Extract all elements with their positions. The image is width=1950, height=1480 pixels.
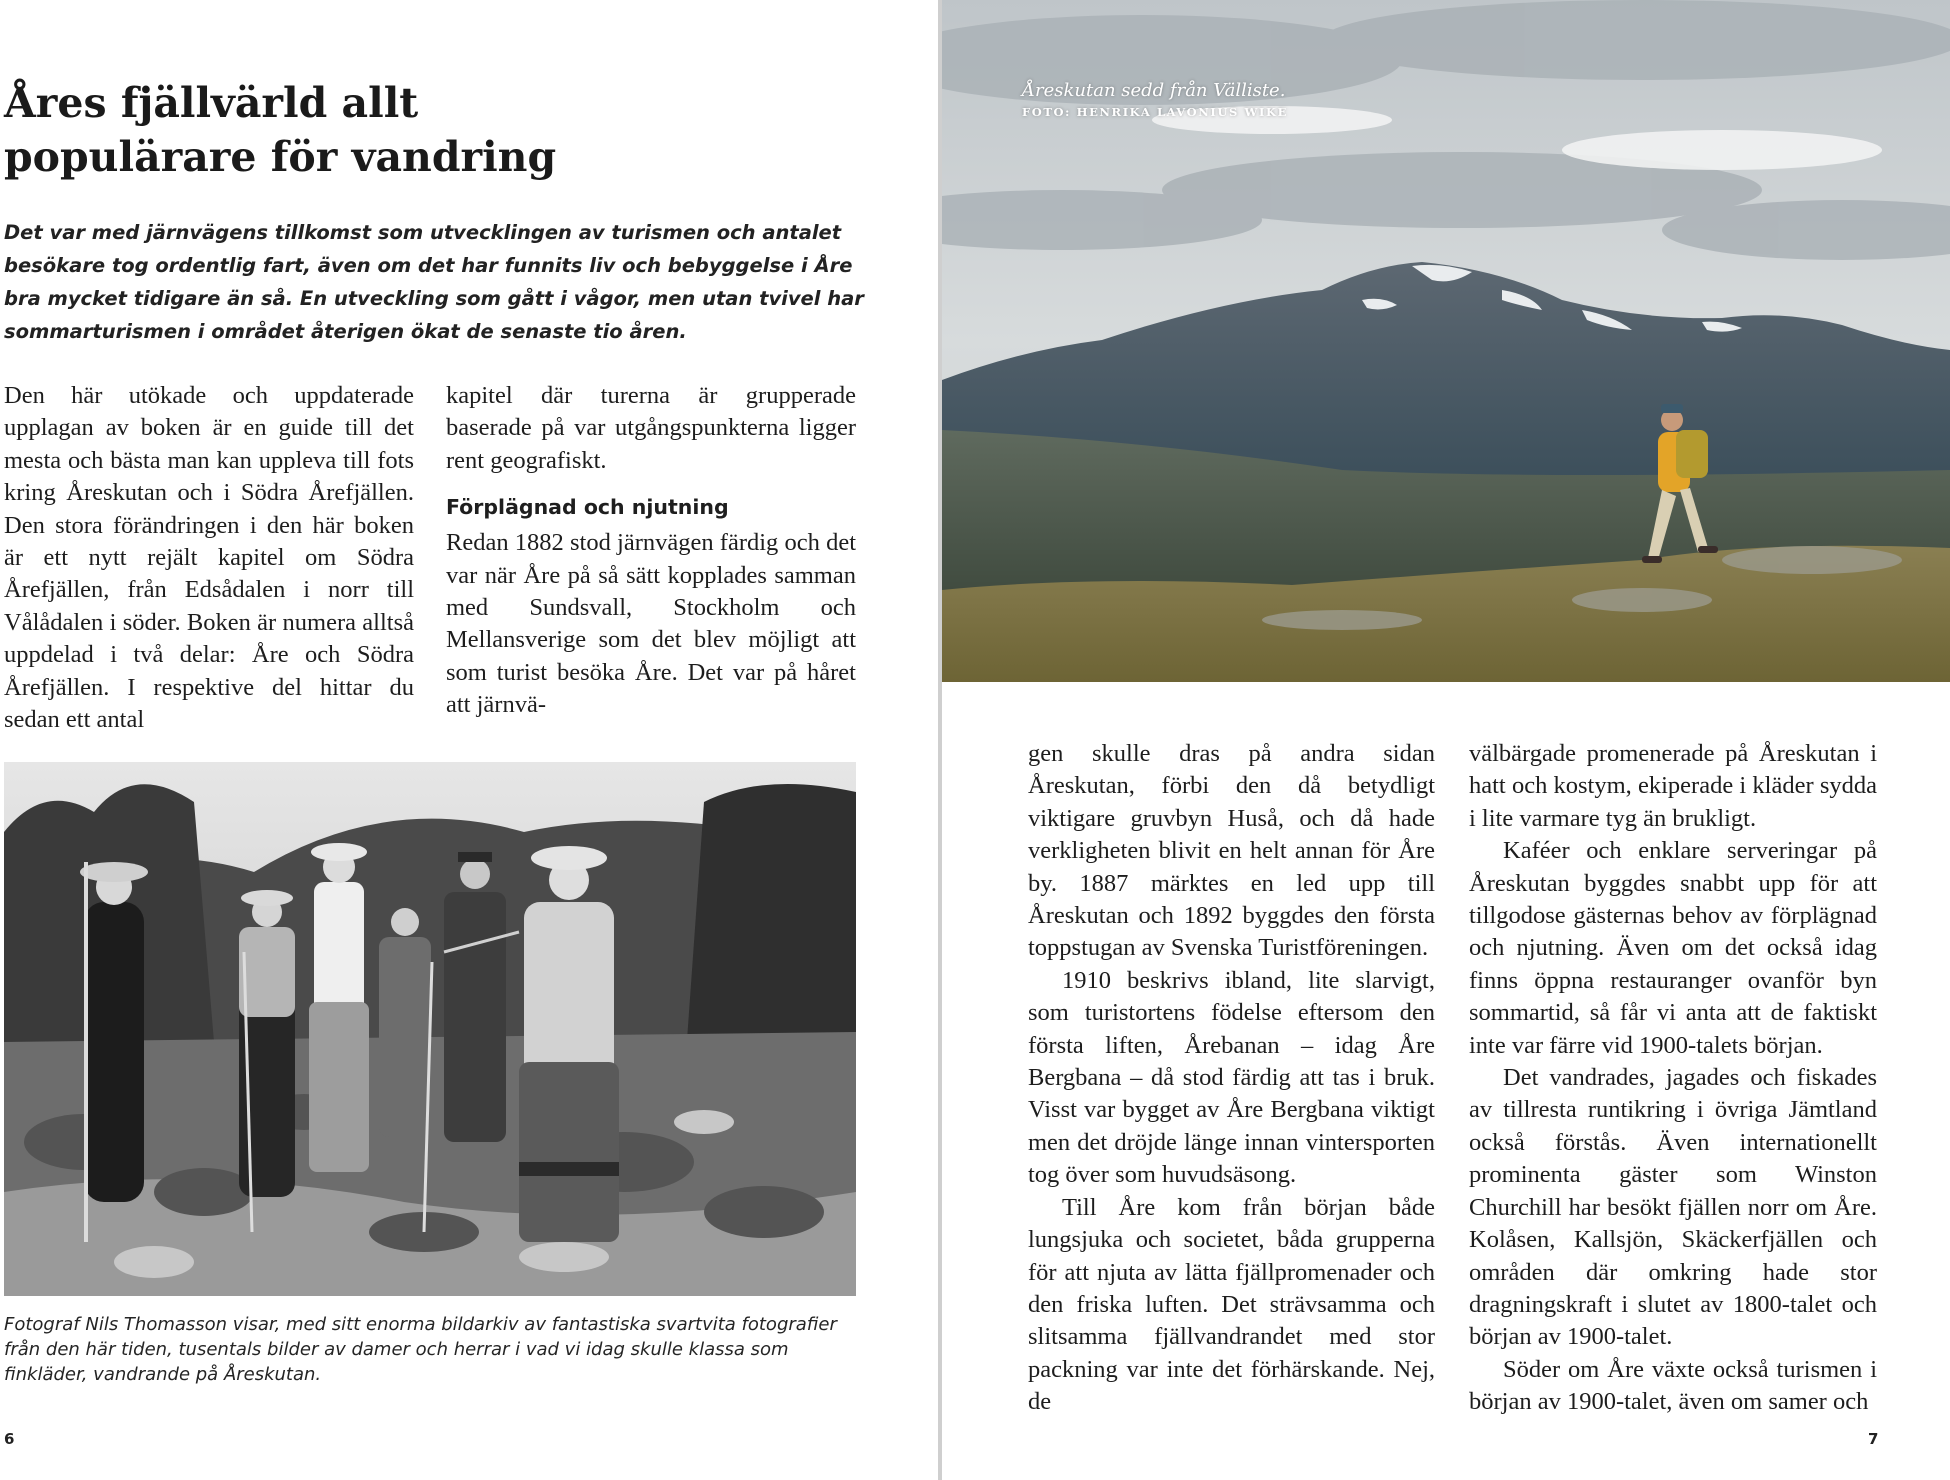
left-column-2 [446, 380, 856, 722]
right-col1-paragraph-1: gen skulle dras på andra sidan Åreskutan, förbi den då betydligt viktigare gruvbyn Huså, och då hade verkligheten blivit en helt annan för Åre by. 1887 märktes en led upp till Åreskutan och 1892 byggdes den första toppstugan av Svenska Turistföreningen. [1028, 740, 1435, 962]
bw-photo-caption: Fotograf Nils Thomasson visar, med sitt enorma bildarkiv av fantastiska svartvita fotografier från den här tiden, tusentals bilder av damer och herrar i vad vi idag skulle klassa som finkläder, vandrande på Åreskutan. [4, 1314, 837, 1385]
right-col2-paragraph-1: välbärgade promenerade på Åreskutan i hatt och kostym, ekiperade i kläder sydda i lite varmare tyg än brukligt. [1469, 740, 1877, 832]
right-col1-paragraph-2: 1910 beskrivs ibland, lite slarvigt, som turistortens födelse eftersom den första liften, Årebanan – idag Åre Bergbana – då stod färdig att tas i bruk. Visst var bygget av Åre Bergbana viktigt men det dröjde länge innan vintersporten tog över som huvudsäsong. [1028, 966, 1435, 1189]
title-line-2: populärare för vandring [4, 133, 557, 181]
right-col2-paragraph-4: Söder om Åre växte också turismen i början av 1900-talet, även om samer och [1469, 1355, 1877, 1416]
right-column-2 [1469, 738, 1877, 1419]
title-line-1: Åres fjällvärld allt [4, 79, 419, 127]
right-col2-paragraph-2: Kaféer och enklare serveringar på Åreskutan byggdes snabbt upp för att tillgodose gästernas behov av förplägnad och njutning. Även om det också idag finns öppna restauranger ovanför byn sommartid, så får vi anta att de faktiskt inte var färre vid 1900-talets början. [1469, 837, 1877, 1059]
left-column-1 [4, 380, 414, 736]
article-ingress: Det var med järnvägens tillkomst som utvecklingen av turismen och antalet besökare tog ordentlig fart, även om det har funnits liv och bebyggelse i Åre bra mycket tidigare än så. En utveckling som gått i vågor, men utan tvivel har sommarturismen i området återigen ökat de senaste tio åren. [4, 221, 864, 343]
article-title [4, 76, 904, 184]
right-column-1 [1028, 738, 1435, 1419]
color-photo-title: Åreskutan sedd från Välliste. [1022, 80, 1286, 101]
right-col1-paragraph-3: Till Åre kom från början både lungsjuka och societet, båda grupperna för att njuta av lätta fjällpromenader och den friska luften. Det strävsamma och slitsamma fjällvandrandet med stor packning var inte det förhärskande. Nej, de [1028, 1193, 1435, 1416]
subheading: Förplägnad och njutning [446, 495, 729, 520]
left-col1-paragraph: Den här utökade och uppdaterade upplagan av boken är en guide till det mesta och bästa man kan uppleva till fots kring Åreskutan och i Södra Årefjällen. Den stora förändringen i den här boken är ett nytt rejält kapitel om Södra Årefjällen, från Edsådalen i norr till Vålådalen i söder. Boken är numera alltså uppdelad i två delar: Åre och Södra Årefjällen. I respektive del hittar du sedan ett antal [4, 382, 414, 734]
page-number-right: 7 [1868, 1430, 1879, 1448]
bw-photo-illustration [4, 762, 856, 1296]
page-number-left: 6 [4, 1430, 15, 1448]
color-photo-caption [1022, 80, 1622, 119]
left-col2-paragraph-1: kapitel där turerna är grupperade baserade på var utgångspunkterna ligger rent geografiskt. [446, 382, 856, 474]
color-photo-credit: FOTO: HENRIKA LAVONIUS WIKE [1022, 105, 1288, 119]
left-col2-paragraph-2: Redan 1882 stod järnvägen färdig och det var när Åre på så sätt kopplades samman med Sundsvall, Stockholm och Mellansverige som det blev möjligt att som turist besöka Åre. Det var på håret att järnvä- [446, 529, 856, 719]
right-col2-paragraph-3: Det vandrades, jagades och fiskades av tillresta runtikring i övriga Jämtland också förstås. Även internationellt prominenta gäster som Winston Churchill har besökt fjällen norr om Åre. Kolåsen, Kallsjön, Skäckerfjällen och områden där omkring hade stor dragningskraft i slutet av 1800-talet och början av 1900-talet. [1469, 1064, 1877, 1351]
black-and-white-hikers-photo [4, 762, 856, 1296]
